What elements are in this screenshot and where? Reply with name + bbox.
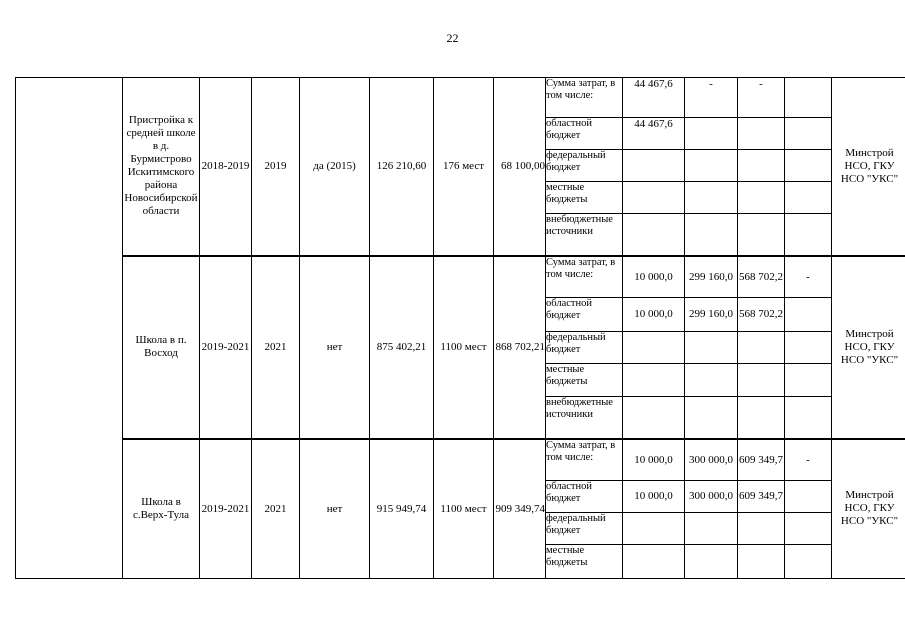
funding-type: Сумма затрат, в том числе: [546, 439, 623, 481]
project-cost: 875 402,21 [370, 256, 434, 439]
blank-first-column [16, 78, 123, 579]
funding-value [785, 150, 832, 182]
funding-value: - [785, 256, 832, 298]
funding-value: 568 702,2 [738, 256, 785, 298]
funding-value [738, 332, 785, 364]
project-year: 2021 [252, 256, 300, 439]
funding-type: федеральный бюджет [546, 332, 623, 364]
funding-type: областной бюджет [546, 481, 623, 513]
funding-value [785, 481, 832, 513]
funding-value: 299 160,0 [685, 298, 738, 332]
funding-value [785, 397, 832, 439]
project-total: 68 100,00 [494, 78, 546, 256]
funding-value: 299 160,0 [685, 256, 738, 298]
project-capacity: 176 мест [434, 78, 494, 256]
project-cost: 915 949,74 [370, 439, 434, 579]
funding-type: федеральный бюджет [546, 513, 623, 545]
funding-value [685, 545, 738, 579]
funding-value: 300 000,0 [685, 481, 738, 513]
funding-type: областной бюджет [546, 298, 623, 332]
funding-value: - [785, 439, 832, 481]
table-row [16, 78, 905, 118]
project-executor: Минстрой НСО, ГКУ НСО "УКС" [832, 439, 905, 579]
funding-value [785, 298, 832, 332]
funding-value [623, 397, 685, 439]
project-design: нет [300, 256, 370, 439]
funding-value [738, 397, 785, 439]
funding-value [785, 513, 832, 545]
funding-type: местные бюджеты [546, 545, 623, 579]
project-name: Школа в п. Восход [123, 256, 200, 439]
funding-value [623, 332, 685, 364]
funding-value [685, 332, 738, 364]
funding-value [685, 182, 738, 214]
funding-value [785, 78, 832, 118]
funding-type: областной бюджет [546, 118, 623, 150]
project-year: 2021 [252, 439, 300, 579]
funding-type: местные бюджеты [546, 182, 623, 214]
funding-value [738, 182, 785, 214]
funding-value [738, 513, 785, 545]
project-executor: Минстрой НСО, ГКУ НСО "УКС" [832, 256, 905, 439]
project-design: нет [300, 439, 370, 579]
funding-value [785, 332, 832, 364]
funding-value [685, 364, 738, 397]
funding-type: федеральный бюджет [546, 150, 623, 182]
funding-value [685, 513, 738, 545]
project-period: 2019-2021 [200, 256, 252, 439]
funding-value: 10 000,0 [623, 439, 685, 481]
funding-value: 568 702,2 [738, 298, 785, 332]
funding-value: 10 000,0 [623, 481, 685, 513]
funding-type: Сумма затрат, в том числе: [546, 78, 623, 118]
funding-type: внебюджетные источники [546, 397, 623, 439]
project-design: да (2015) [300, 78, 370, 256]
projects-table [15, 77, 905, 579]
project-capacity: 1100 мест [434, 439, 494, 579]
funding-value [738, 150, 785, 182]
funding-value [738, 545, 785, 579]
funding-value [785, 182, 832, 214]
funding-value [685, 397, 738, 439]
funding-type: Сумма затрат, в том числе: [546, 256, 623, 298]
funding-value [738, 364, 785, 397]
project-executor: Минстрой НСО, ГКУ НСО "УКС" [832, 78, 905, 256]
funding-value [785, 545, 832, 579]
table-row [16, 256, 905, 298]
funding-value [785, 364, 832, 397]
project-total: 909 349,74 [494, 439, 546, 579]
funding-value: 609 349,7 [738, 481, 785, 513]
project-period: 2018-2019 [200, 78, 252, 256]
funding-value: - [738, 78, 785, 118]
funding-value: 44 467,6 [623, 118, 685, 150]
project-capacity: 1100 мест [434, 256, 494, 439]
funding-value [623, 150, 685, 182]
funding-value [623, 364, 685, 397]
project-cost: 126 210,60 [370, 78, 434, 256]
funding-type: внебюджетные источники [546, 214, 623, 256]
funding-value [623, 513, 685, 545]
funding-value [685, 150, 738, 182]
funding-value [738, 214, 785, 256]
project-name: Школа в с.Верх-Тула [123, 439, 200, 579]
funding-value: 10 000,0 [623, 298, 685, 332]
funding-value: 44 467,6 [623, 78, 685, 118]
funding-value: 300 000,0 [685, 439, 738, 481]
funding-value [623, 545, 685, 579]
funding-value: 609 349,7 [738, 439, 785, 481]
project-total: 868 702,21 [494, 256, 546, 439]
funding-value [738, 118, 785, 150]
project-year: 2019 [252, 78, 300, 256]
funding-value [623, 214, 685, 256]
project-period: 2019-2021 [200, 439, 252, 579]
funding-value [623, 182, 685, 214]
funding-value: 10 000,0 [623, 256, 685, 298]
funding-value: - [685, 78, 738, 118]
funding-value [685, 118, 738, 150]
funding-type: местные бюджеты [546, 364, 623, 397]
table-row [16, 439, 905, 481]
funding-value [685, 214, 738, 256]
project-name: Пристройка к средней школе в д. Бурмистрово Искитимского района Новосибирской области [123, 78, 200, 256]
funding-value [785, 214, 832, 256]
page-number: 22 [446, 31, 459, 45]
funding-value [785, 118, 832, 150]
